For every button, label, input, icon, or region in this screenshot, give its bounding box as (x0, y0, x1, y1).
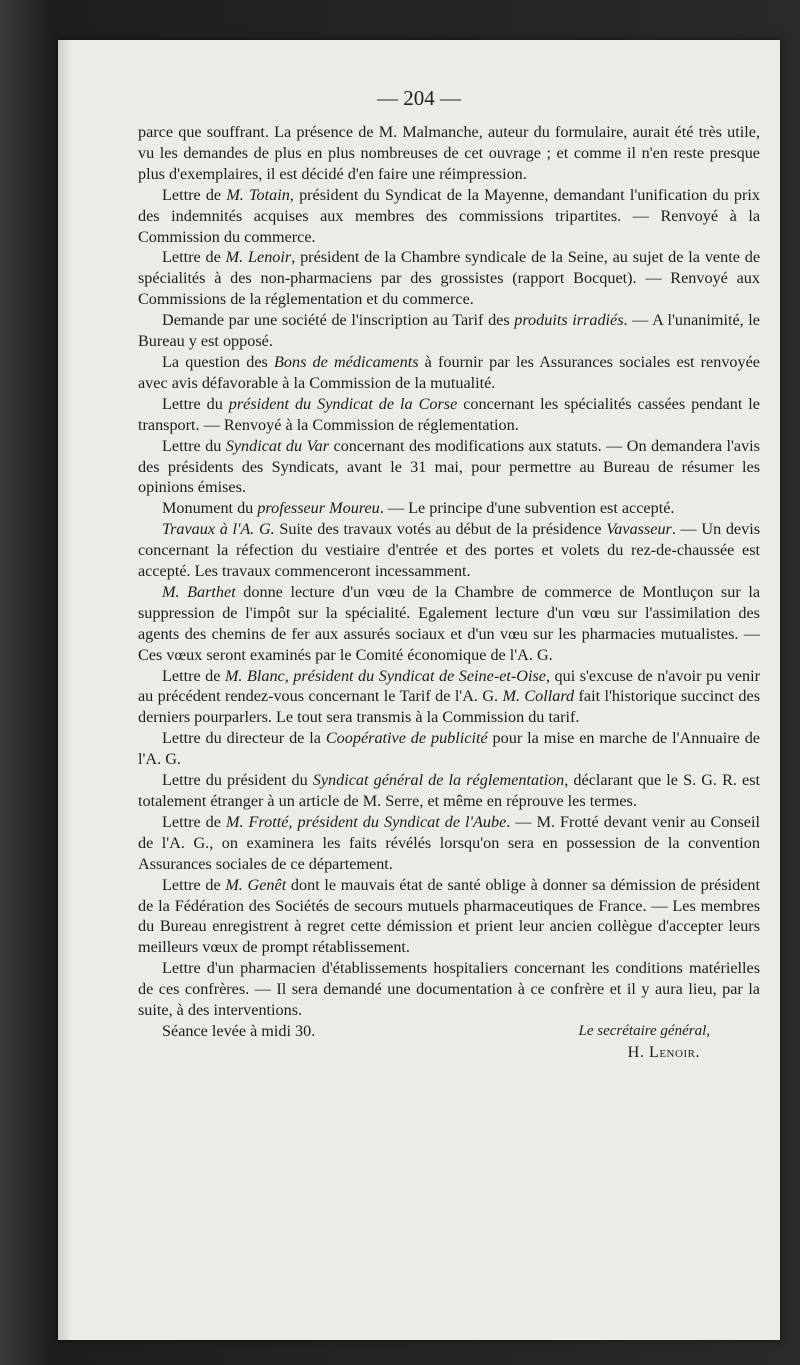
paragraph: Demande par une société de l'inscription au Tarif des produits irradiés. — A l'unanimité, le Bureau y est opposé. (138, 311, 760, 351)
paragraph: Lettre de M. Lenoir, président de la Chambre syndicale de la Seine, au sujet de la vente de spécialités à des non-pharmaciens par des grossistes (rapport Bocquet). — Renvoyé aux Commissions de la réglementation et du commerce. (138, 248, 761, 309)
page-number: — 204 — (377, 86, 461, 110)
paragraph: Lettre du directeur de la Coopérative de publicité pour la mise en marche de l'Annuaire de l'A. G. (138, 729, 760, 769)
paragraph: Lettre du président du Syndicat de la Corse concernant les spécialités cassées pendant le transport. — Renvoyé à la Commission de réglementation. (138, 394, 760, 434)
signature-name: Lenoir. (648, 1042, 700, 1061)
paragraph: Lettre de M. Totain, président du Syndicat de la Mayenne, demandant l'unification du prix des indemnités acquises aux membres des commissions tripartites. — Renvoyé à la Commission du commerce. (138, 185, 761, 246)
paragraph-list (138, 122, 760, 1021)
closing-block (138, 1021, 760, 1063)
paragraph: Travaux à l'A. G. Suite des travaux votés au début de la présidence Vavasseur. — Un devis concernant la réfection du vestiaire d'entrée et des portes et volets du rez-de-chaussée est accepté. Les travaux commenceront incessamment. (138, 520, 760, 581)
paragraph: Lettre de M. Genêt dont le mauvais état de santé oblige à donner sa démission de président de la Fédération des Sociétés de secours mutuels pharmaceutiques de France. — Les membres du Bureau enregistrent à regret cette démission et prient leur ancien collègue d'accepter leurs meilleurs vœux de prompt rétablissement. (138, 875, 761, 957)
closing-line (138, 1021, 760, 1042)
document-page (58, 40, 780, 1340)
page-body (138, 122, 760, 1063)
paragraph: La question des Bons de médicaments à fournir par les Assurances sociales est renvoyée avec avis défavorable à la Commission de la mutualité. (138, 352, 760, 392)
paragraph: Monument du professeur Moureu. — Le principe d'une subvention est accepté. (162, 499, 675, 518)
paragraph: Lettre du Syndicat du Var concernant des modifications aux statuts. — On demandera l'avis des présidents des Syndicats, avant le 31 mai, pour permettre au Bureau de résumer les opinions émises. (138, 436, 760, 497)
paragraph: Lettre du président du Syndicat général de la réglementation, déclarant que le S. G. R. est totalement étranger à un article de M. Serre, et même en réprouve les termes. (138, 771, 761, 810)
paragraph: M. Barthet donne lecture d'un vœu de la Chambre de commerce de Montluçon sur la suppression de l'impôt sur la spécialité. Egalement lecture d'un vœu sur l'assimilation des agents des chemins de fer aux assurés sociaux et d'un vœu sur les pharmacies mutualistes. — Ces vœux seront examinés par le Comité économique de l'A. G. (138, 582, 761, 664)
session-closed-text: Séance levée à midi 30. (162, 1021, 316, 1040)
paragraph: parce que souffrant. La présence de M. Malmanche, auteur du formulaire, aurait été très utile, vu les demandes de plus en plus nombreuses de cet ouvrage ; et comme il n'en reste presque plus d'exemplaires, il est décidé d'en faire une réimpression. (138, 123, 760, 183)
signature (138, 1042, 760, 1063)
signatory-role: Le secrétaire général, (578, 1022, 710, 1039)
signature-initial: H. (627, 1042, 645, 1061)
paragraph: Lettre de M. Frotté, président du Syndicat de l'Aube. — M. Frotté devant venir au Conseil de l'A. G., on examinera les faits révélés lorsqu'on sera en possession de la convention Assurances sociales de ce département. (138, 812, 760, 873)
paragraph: Lettre d'un pharmacien d'établissements hospitaliers concernant les conditions matérielles de ces confrères. — Il sera demandé une documentation à ce confrère et il y aura lieu, par la suite, à des interventions. (138, 959, 760, 1020)
paragraph: Lettre de M. Blanc, président du Syndicat de Seine-et-Oise, qui s'excuse de n'avoir pu venir au précédent rendez-vous concernant le Tarif de l'A. G. M. Collard fait l'historique succinct des derniers pourparlers. Le tout sera transmis à la Commission du tarif. (138, 666, 761, 727)
